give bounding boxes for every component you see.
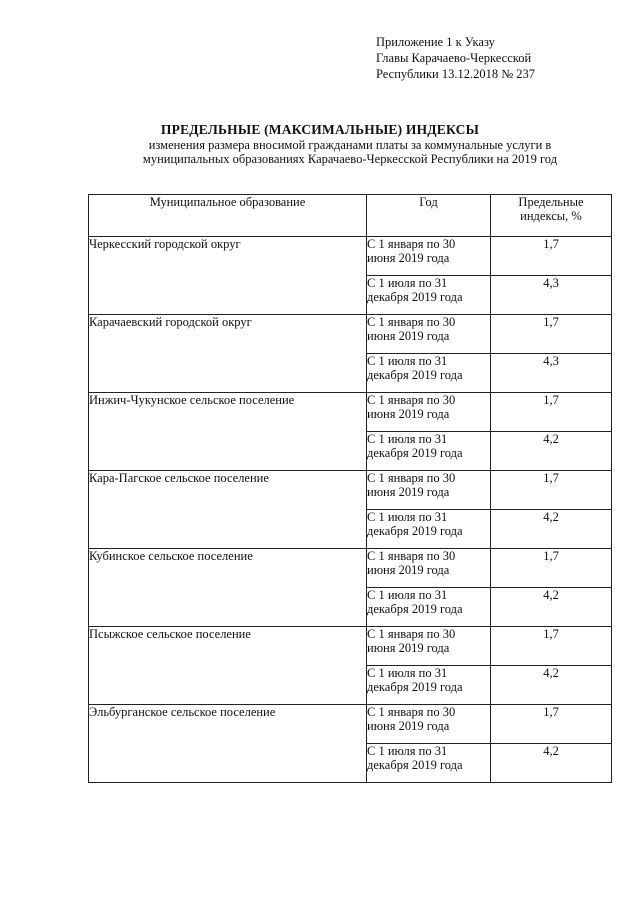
table-row	[89, 315, 612, 354]
index-value-cell: 1,7	[491, 549, 612, 588]
document-title: ПРЕДЕЛЬНЫЕ (МАКСИМАЛЬНЫЕ) ИНДЕКСЫ	[160, 122, 480, 137]
index-value-cell: 4,2	[491, 588, 612, 627]
subtitle-line-2: муниципальных образованиях Карачаево-Черкесской Республики на 2019 год	[142, 152, 558, 166]
table-row	[89, 471, 612, 510]
index-value-cell: 1,7	[491, 705, 612, 744]
index-value-cell: 1,7	[491, 237, 612, 276]
period-cell	[367, 627, 491, 666]
appendix-note	[376, 34, 535, 82]
period-line-1: С 1 января по 30	[367, 549, 456, 563]
table-row	[89, 627, 612, 666]
municipality-cell: Инжич-Чукунское сельское поселение	[89, 393, 367, 471]
index-value-cell: 1,7	[491, 627, 612, 666]
municipality-cell: Эльбурганское сельское поселение	[89, 705, 367, 783]
period-line-2: декабря 2019 года	[367, 758, 463, 772]
header-index-line-2: индексы, %	[520, 209, 582, 223]
period-line-1: С 1 января по 30	[367, 237, 456, 251]
municipality-cell: Черкесский городской округ	[89, 237, 367, 315]
period-line-1: С 1 июля по 31	[367, 510, 448, 524]
index-value-cell: 4,3	[491, 354, 612, 393]
period-cell	[367, 276, 491, 315]
municipality-cell: Псыжское сельское поселение	[89, 627, 367, 705]
appendix-line-1: Приложение 1 к Указу	[376, 35, 495, 49]
appendix-line-3: Республики 13.12.2018 № 237	[376, 67, 536, 81]
period-line-1: С 1 января по 30	[367, 627, 456, 641]
index-value-cell: 4,3	[491, 276, 612, 315]
period-cell	[367, 744, 491, 783]
period-cell	[367, 588, 491, 627]
period-line-2: июня 2019 года	[367, 251, 450, 265]
table-row	[89, 393, 612, 432]
period-cell	[367, 354, 491, 393]
period-line-1: С 1 июля по 31	[367, 588, 448, 602]
period-line-1: С 1 июля по 31	[367, 666, 448, 680]
period-cell	[367, 510, 491, 549]
period-line-1: С 1 января по 30	[367, 393, 456, 407]
period-line-1: С 1 июля по 31	[367, 432, 448, 446]
indices-table	[88, 194, 612, 783]
index-value-cell: 4,2	[491, 510, 612, 549]
index-value-cell: 1,7	[491, 471, 612, 510]
index-value-cell: 1,7	[491, 393, 612, 432]
period-line-1: С 1 июля по 31	[367, 276, 448, 290]
index-value-cell: 4,2	[491, 666, 612, 705]
period-line-1: С 1 января по 30	[367, 315, 456, 329]
table-row	[89, 705, 612, 744]
period-line-2: июня 2019 года	[367, 563, 450, 577]
municipality-cell: Карачаевский городской округ	[89, 315, 367, 393]
period-cell	[367, 237, 491, 276]
period-line-1: С 1 июля по 31	[367, 744, 448, 758]
period-line-2: декабря 2019 года	[367, 368, 463, 382]
period-line-1: С 1 января по 30	[367, 471, 456, 485]
header-municipality: Муниципальное образование	[89, 195, 367, 237]
period-line-2: декабря 2019 года	[367, 446, 463, 460]
header-index-line-1: Предельные	[518, 195, 584, 209]
period-line-2: декабря 2019 года	[367, 602, 463, 616]
appendix-line-2: Главы Карачаево-Черкесской	[376, 51, 532, 65]
period-line-2: июня 2019 года	[367, 641, 450, 655]
document-subtitle	[90, 138, 610, 166]
table-row	[89, 237, 612, 276]
index-value-cell: 4,2	[491, 432, 612, 471]
period-line-2: декабря 2019 года	[367, 524, 463, 538]
period-line-2: июня 2019 года	[367, 485, 450, 499]
period-cell	[367, 666, 491, 705]
period-cell	[367, 432, 491, 471]
header-index	[491, 195, 612, 237]
period-cell	[367, 549, 491, 588]
subtitle-line-1: изменения размера вносимой гражданами платы за коммунальные услуги в	[148, 138, 552, 152]
period-line-2: июня 2019 года	[367, 329, 450, 343]
index-value-cell: 1,7	[491, 315, 612, 354]
period-line-2: июня 2019 года	[367, 719, 450, 733]
municipality-cell: Кара-Пагское сельское поселение	[89, 471, 367, 549]
period-line-2: декабря 2019 года	[367, 680, 463, 694]
header-year: Год	[367, 195, 491, 237]
municipality-cell: Кубинское сельское поселение	[89, 549, 367, 627]
period-cell	[367, 393, 491, 432]
period-line-1: С 1 июля по 31	[367, 354, 448, 368]
table-row	[89, 549, 612, 588]
index-value-cell: 4,2	[491, 744, 612, 783]
period-cell	[367, 471, 491, 510]
period-cell	[367, 315, 491, 354]
period-cell	[367, 705, 491, 744]
period-line-1: С 1 января по 30	[367, 705, 456, 719]
table-header-row	[89, 195, 612, 237]
period-line-2: декабря 2019 года	[367, 290, 463, 304]
period-line-2: июня 2019 года	[367, 407, 450, 421]
